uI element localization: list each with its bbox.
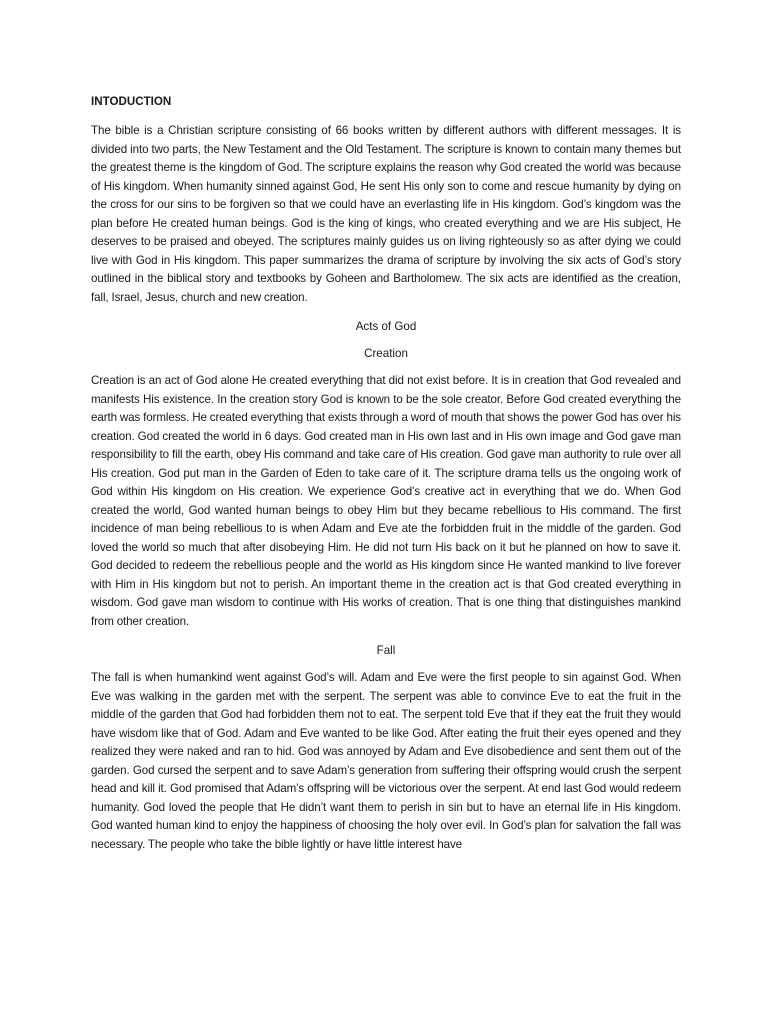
section-title: Acts of God [355, 320, 417, 333]
fall-paragraph: The fall is when humankind went against God’s will. Adam and Eve were the first people to sin against God. When Eve was walking in the garden met with the serpent. The serpent was able to convince Eve to eat the fruit in the middle of the garden that God had forbidden them not to eat. The serpent told Eve that if they eat the fruit they would have wisdom like that of God. Adam and Eve wanted to be like God. After eating the fruit their eyes opened and they realized they were naked and ran to hid. God was annoyed by Adam and Eve disobedience and sent them out of the garden. God cursed the serpent and to save Adam’s generation from suffering their offspring would crush the serpent head and kill it. God promised that Adam’s offspring will be victorious over the serpent. At end last God would redeem humanity. God loved the people that He didn’t want them to perish in sin but to have an eternal life in His kingdom. God wanted human kind to enjoy the happiness of choosing the holy over evil. In God’s plan for salvation the fall was necessary. The people who take the bible lightly or have little interest have [91, 671, 681, 851]
creation-paragraph: Creation is an act of God alone He created everything that did not exist before. It is in creation that God revealed and manifests His existence. In the creation story God is known to be the sole creator. Before God created everything the earth was formless. He created everything that exists through a word of mouth that shows the power God has over his creation. God created the world in 6 days. God created man in His own last and in His own image and God gave man responsibility to fill the earth, obey His command and take care of His creation. God gave man authority to rule over all His creation. God put man in the Garden of Eden to take care of it. The scripture drama tells us the ongoing work of God within His kingdom on His creation. We experience God’s creative act in everything that we do. When God created the world, God wanted human beings to obey Him but they became rebellious to His command. The first incidence of man being rebellious to is when Adam and Eve ate the forbidden fruit in the middle of the garden. God loved the world so much that after disobeying Him. He did not turn His back on it but he planned on how to save it. God decided to redeem the rebellious people and the world as His kingdom since He wanted mankind to live forever with Him in His kingdom but not to perish. An important theme in the creation act is that God created everything in wisdom. God gave man wisdom to continue with His works of creation. That is one thing that distinguishes mankind from other creation. [91, 374, 681, 628]
creation-title: Creation [364, 347, 408, 360]
intro-paragraph: The bible is a Christian scripture consisting of 66 books written by different authors with different messages. It is divided into two parts, the New Testament and the Old Testament. The scripture is known to contain many themes but the greatest theme is the kingdom of God. The scripture explains the reason why God created the world was because of His kingdom. When humanity sinned against God, He sent His only son to come and rescue humanity by dying on the cross for our sins to be forgiven so that we could have an everlasting life in His kingdom. God’s kingdom was the plan before He created human beings. God is the king of kings, who created everything and we are His subject, He deserves to be praised and obeyed. The scriptures mainly guides us on living righteously so as after dying we could live with God in His kingdom. This paper summarizes the drama of scripture by involving the six acts of God’s story outlined in the biblical story and textbooks by Goheen and Bartholomew. The six acts are identified as the creation, fall, Israel, Jesus, church and new creation. [91, 124, 681, 304]
document-page [91, 94, 681, 865]
fall-title: Fall [376, 644, 396, 657]
document-heading: INTODUCTION [91, 95, 172, 108]
